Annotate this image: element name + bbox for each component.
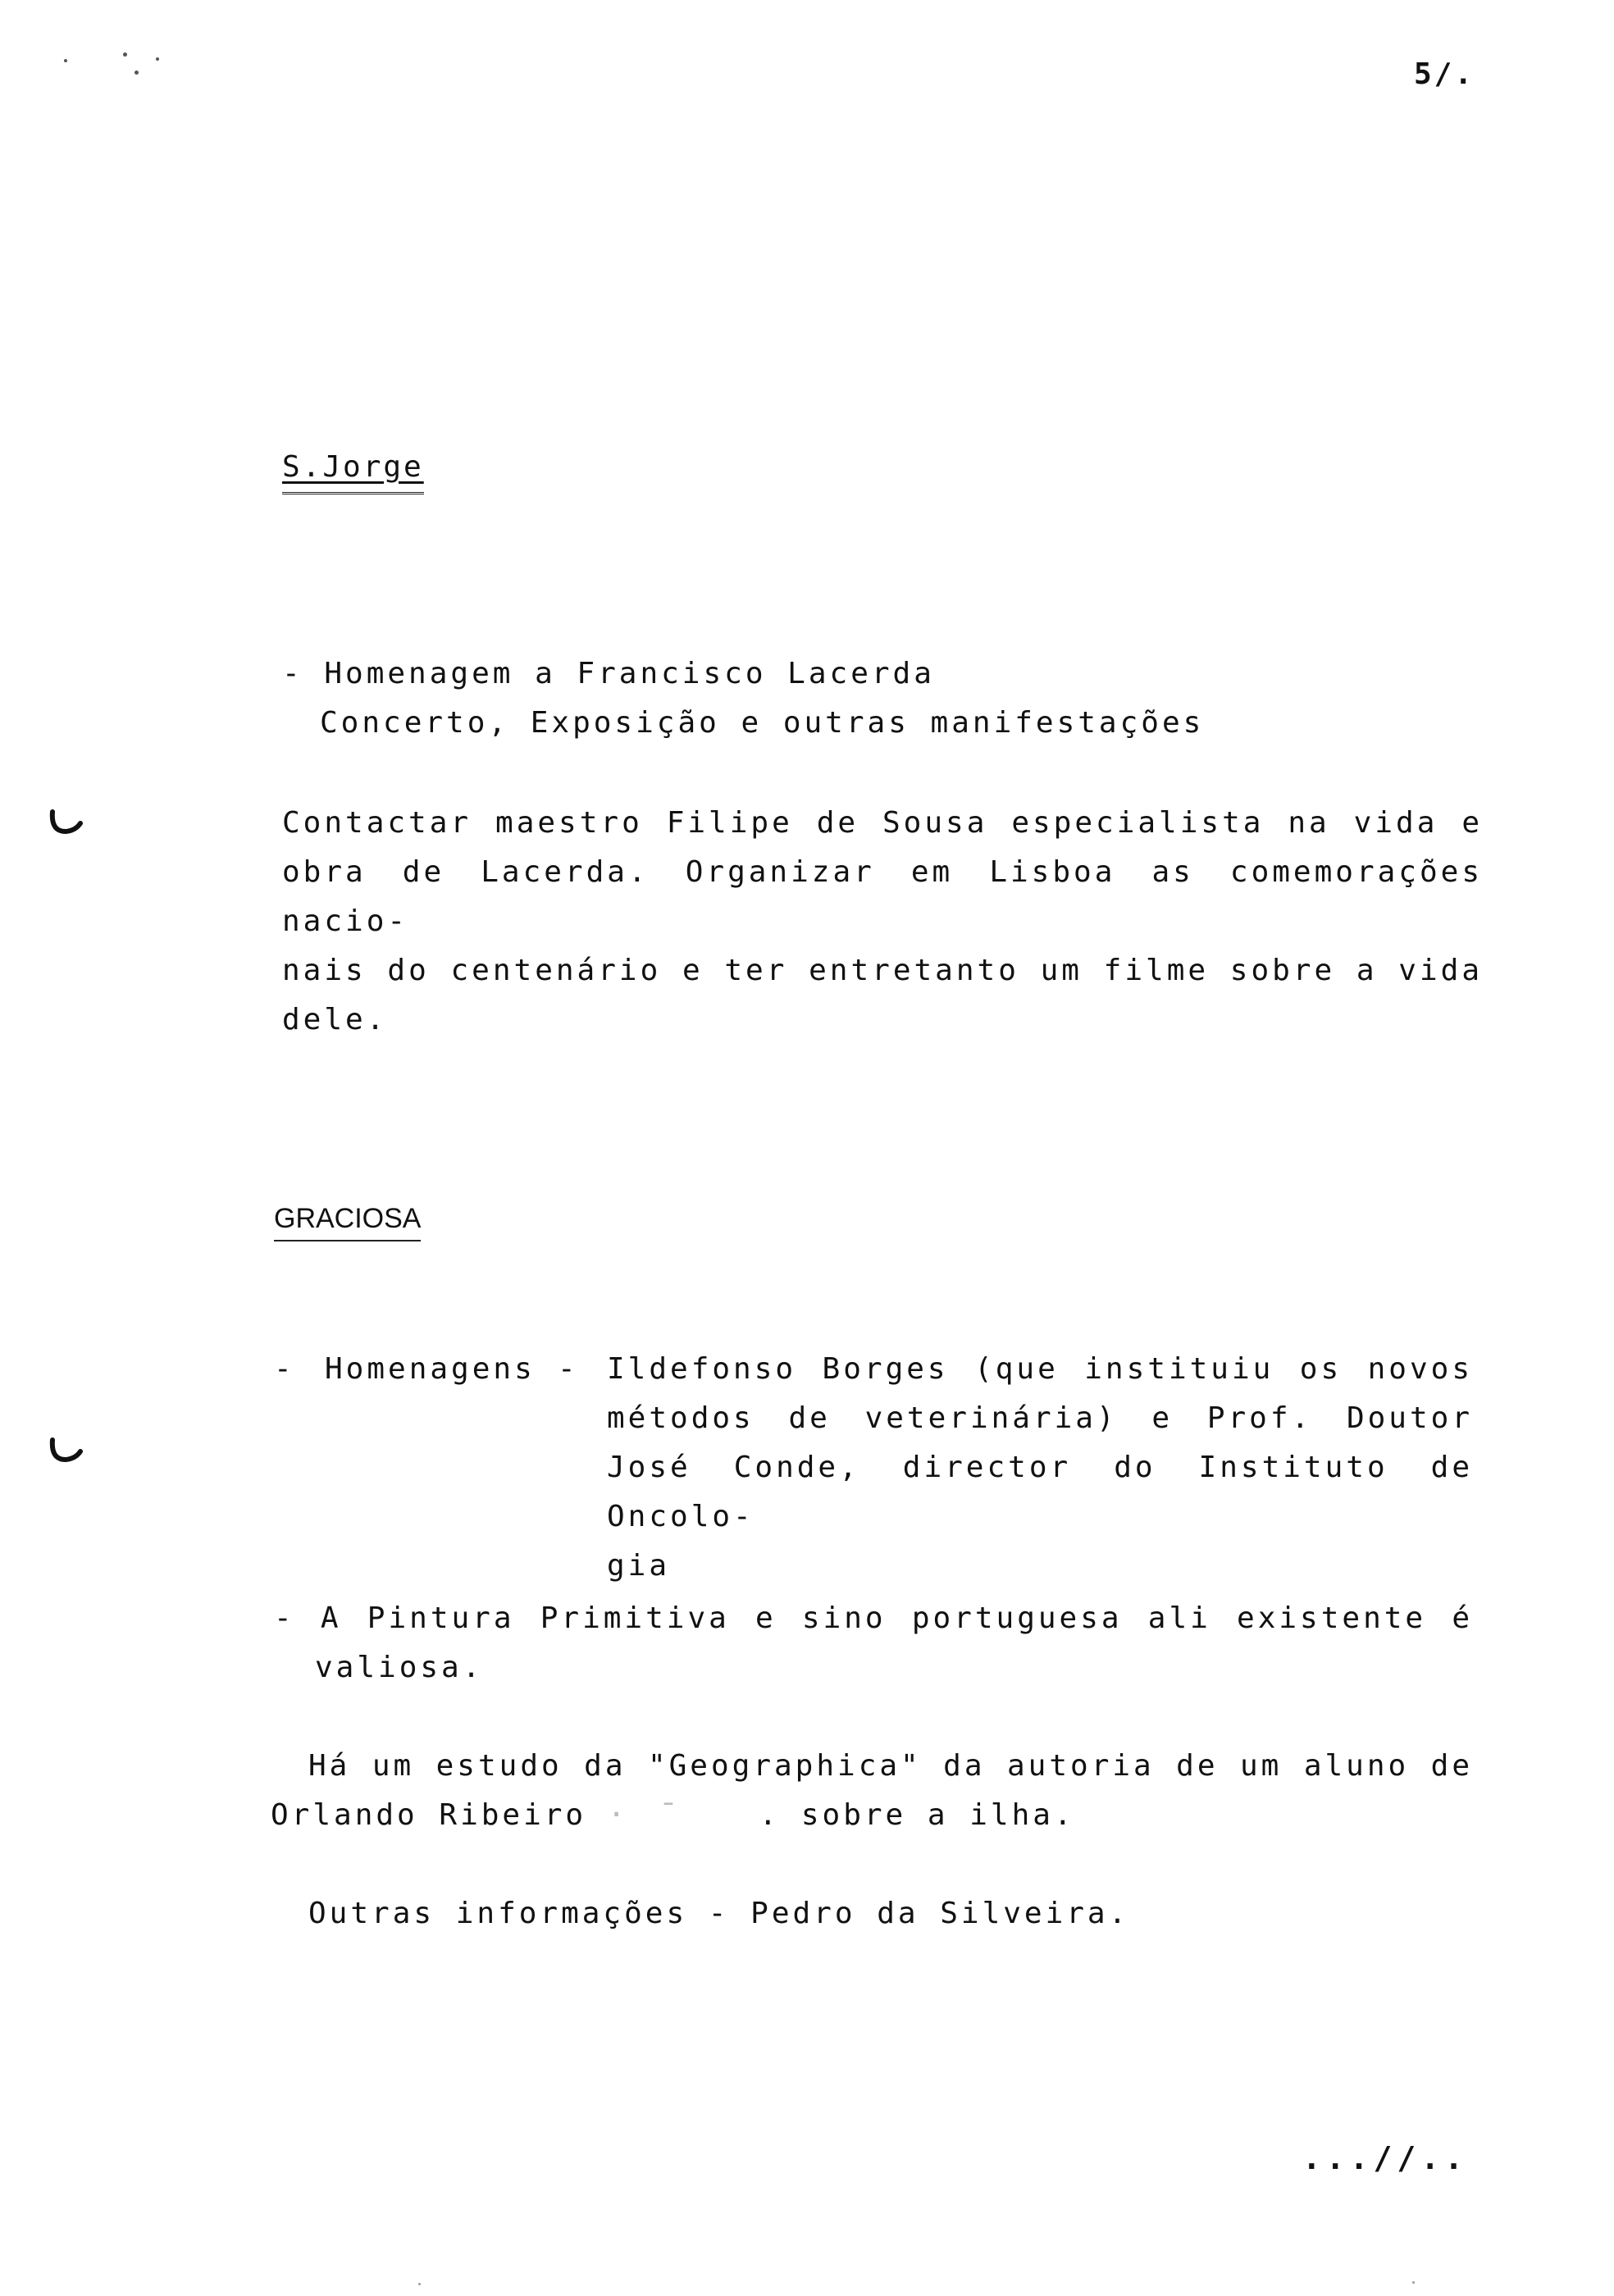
estudo-gap: · ˉ [607, 1798, 686, 1832]
homenagens-line: gia [607, 1549, 671, 1583]
paragraph-line: nais do centenário e ter entretanto um filme sobre a vida [282, 954, 1483, 987]
hole-punch-mark [48, 1437, 84, 1465]
scan-speck [64, 59, 67, 62]
pintura-line: valiosa. [315, 1651, 484, 1684]
scan-speck [156, 57, 159, 61]
paragraph-line: obra de Lacerda. Organizar em Lisboa as comemorações nacio- [282, 855, 1483, 938]
homenagens-label: Homenagens [325, 1352, 536, 1386]
homenagens-line: métodos de veterinária) e Prof. Doutor [607, 1401, 1473, 1435]
paragraph-line: dele. [282, 1003, 388, 1036]
page-number: 5/. [1413, 57, 1475, 91]
homenagens-dash: - [274, 1352, 295, 1386]
section-heading-sjorge: S.Jorge [282, 448, 424, 494]
scan-speck [123, 52, 127, 57]
homenagens-line: Ildefonso Borges (que instituiu os novos [607, 1352, 1473, 1386]
paragraph-line: Contactar maestro Filipe de Sousa especialista na vida e [282, 806, 1483, 840]
estudo-paragraph [308, 1742, 1473, 1791]
homenagens-line: José Conde, director do Instituto de Oncolo- [607, 1451, 1473, 1533]
section-heading-graciosa: GRACIOSA [274, 1199, 421, 1241]
scan-speck [1412, 2281, 1415, 2284]
estudo-end: . sobre a ilha. [759, 1798, 1075, 1832]
outras-informacoes: Outras informações - Pedro da Silveira. [308, 1897, 1130, 1930]
scan-speck [134, 71, 139, 75]
estudo-line: Há um estudo da "Geographica" da autoria de um aluno de [308, 1749, 1473, 1783]
continuation-mark: ...//.. [1302, 2140, 1468, 2176]
pintura-line: - A Pintura Primitiva e sino portuguesa ali existente é [274, 1601, 1473, 1635]
sjorge-item-subtitle: Concerto, Exposição e outras manifestações [320, 706, 1205, 740]
pintura-paragraph [274, 1594, 1473, 1692]
homenagens-separator: - [558, 1352, 579, 1386]
sjorge-item-title: - Homenagem a Francisco Lacerda [282, 657, 935, 690]
scan-speck [418, 2283, 421, 2285]
homenagens-text [607, 1345, 1473, 1591]
estudo-author: Orlando Ribeiro [271, 1798, 587, 1832]
hole-punch-mark [48, 809, 84, 836]
sjorge-paragraph [282, 799, 1483, 1045]
estudo-line-2 [271, 1791, 1075, 1840]
